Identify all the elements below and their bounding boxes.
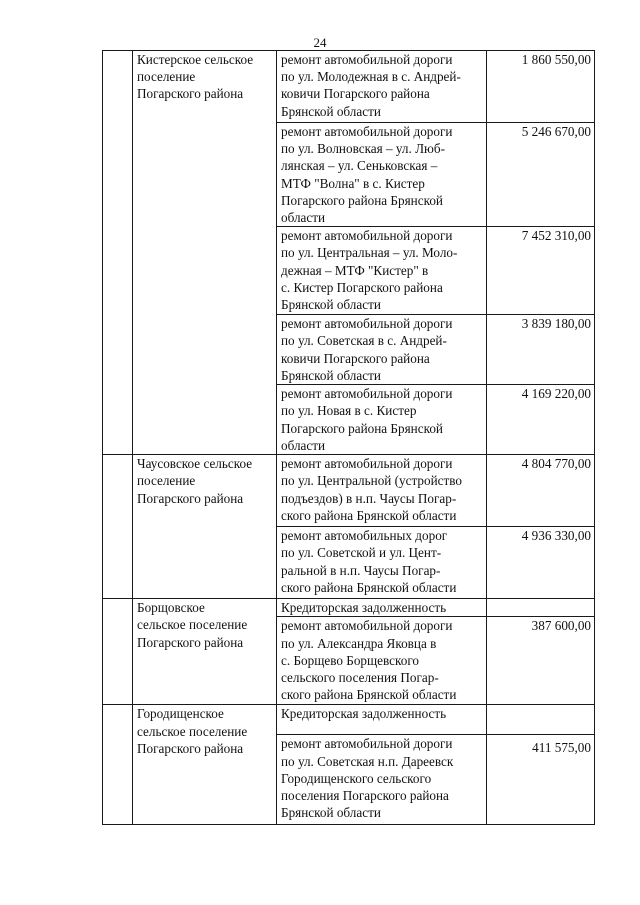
table-row bbox=[103, 455, 595, 527]
table-row bbox=[103, 599, 595, 617]
settlement-name-cell bbox=[133, 455, 277, 599]
work-description: ремонт автомобильной дороги по ул. Советская н.п. Дареевск Городищенского сельского поселения Погарского района Брянской области bbox=[281, 736, 454, 821]
settlement-name: Городищенское сельское поселение Погарского района bbox=[137, 706, 248, 756]
work-description-cell bbox=[277, 315, 487, 385]
settlement-name: Кистерское сельское поселение Погарского района bbox=[137, 52, 254, 102]
work-description: ремонт автомобильных дорог по ул. Советской и ул. Цент- ральной в н.п. Чаусы Погар- ского района Брянской области bbox=[281, 528, 457, 595]
amount-value: 4 936 330,00 bbox=[521, 528, 591, 544]
amount-value: 1 860 550,00 bbox=[521, 52, 591, 67]
settlement-name-cell bbox=[133, 599, 277, 705]
table-row bbox=[103, 705, 595, 735]
amount-value: 387 600,00 bbox=[531, 618, 591, 634]
amount-value: 3 839 180,00 bbox=[521, 316, 591, 332]
amount-cell bbox=[487, 51, 595, 123]
work-description: ремонт автомобильной дороги по ул. Александра Яковца в с. Борщево Борщевского сельского поселения Погар- ского района Брянской области bbox=[281, 618, 457, 703]
amount-value: 5 246 670,00 bbox=[521, 124, 591, 139]
page-number: 24 bbox=[313, 35, 327, 50]
work-description-cell bbox=[277, 455, 487, 527]
table-row bbox=[103, 51, 595, 123]
work-description: Кредиторская задолженность bbox=[281, 600, 447, 616]
amount-cell bbox=[487, 455, 595, 527]
settlement-name: Борщовское сельское поселение Погарского района bbox=[137, 600, 248, 650]
work-description-cell bbox=[277, 227, 487, 315]
amount-cell bbox=[487, 599, 595, 617]
work-description-cell bbox=[277, 599, 487, 617]
work-description: Кредиторская задолженность bbox=[281, 706, 447, 722]
amount-cell bbox=[487, 315, 595, 385]
work-description-cell bbox=[277, 735, 487, 825]
amount-value: 4 804 770,00 bbox=[521, 456, 591, 472]
row-number-cell bbox=[103, 455, 133, 599]
work-description-cell bbox=[277, 617, 487, 705]
amount-value: 4 169 220,00 bbox=[521, 386, 591, 402]
funding-table bbox=[102, 50, 595, 825]
amount-cell bbox=[487, 735, 595, 825]
amount-cell bbox=[487, 123, 595, 227]
work-description: ремонт автомобильной дороги по ул. Новая в с. Кистер Погарского района Брянской области bbox=[281, 386, 453, 453]
settlement-name-cell bbox=[133, 51, 277, 455]
work-description-cell bbox=[277, 705, 487, 735]
work-description: ремонт автомобильной дороги по ул. Волновская – ул. Люб- лянская – ул. Сеньковская – МТФ "Волна" в с. Кистер Погарского района Брянской области bbox=[281, 124, 453, 226]
work-description: ремонт автомобильной дороги по ул. Центральная – ул. Моло- дежная – МТФ "Кистер" в с. Кистер Погарского района Брянской области bbox=[281, 228, 458, 313]
work-description-cell bbox=[277, 51, 487, 123]
amount-value: 7 452 310,00 bbox=[521, 228, 591, 244]
work-description: ремонт автомобильной дороги по ул. Молодежная в с. Андрей- ковичи Погарского района Брянской области bbox=[281, 52, 461, 119]
row-number-cell bbox=[103, 599, 133, 705]
settlement-name-cell bbox=[133, 705, 277, 825]
work-description-cell bbox=[277, 123, 487, 227]
amount-cell bbox=[487, 227, 595, 315]
amount-cell bbox=[487, 527, 595, 599]
work-description-cell bbox=[277, 385, 487, 455]
work-description-cell bbox=[277, 527, 487, 599]
work-description: ремонт автомобильной дороги по ул. Центральной (устройство подъездов) в н.п. Чаусы Погар- ского района Брянской области bbox=[281, 456, 463, 523]
row-number-cell bbox=[103, 51, 133, 455]
amount-value: 411 575,00 bbox=[532, 740, 591, 756]
amount-cell bbox=[487, 617, 595, 705]
row-number-cell bbox=[103, 705, 133, 825]
settlement-name: Чаусовское сельское поселение Погарского района bbox=[137, 456, 253, 506]
amount-cell bbox=[487, 385, 595, 455]
amount-cell bbox=[487, 705, 595, 735]
work-description: ремонт автомобильной дороги по ул. Советская в с. Андрей- ковичи Погарского района Брянской области bbox=[281, 316, 453, 383]
